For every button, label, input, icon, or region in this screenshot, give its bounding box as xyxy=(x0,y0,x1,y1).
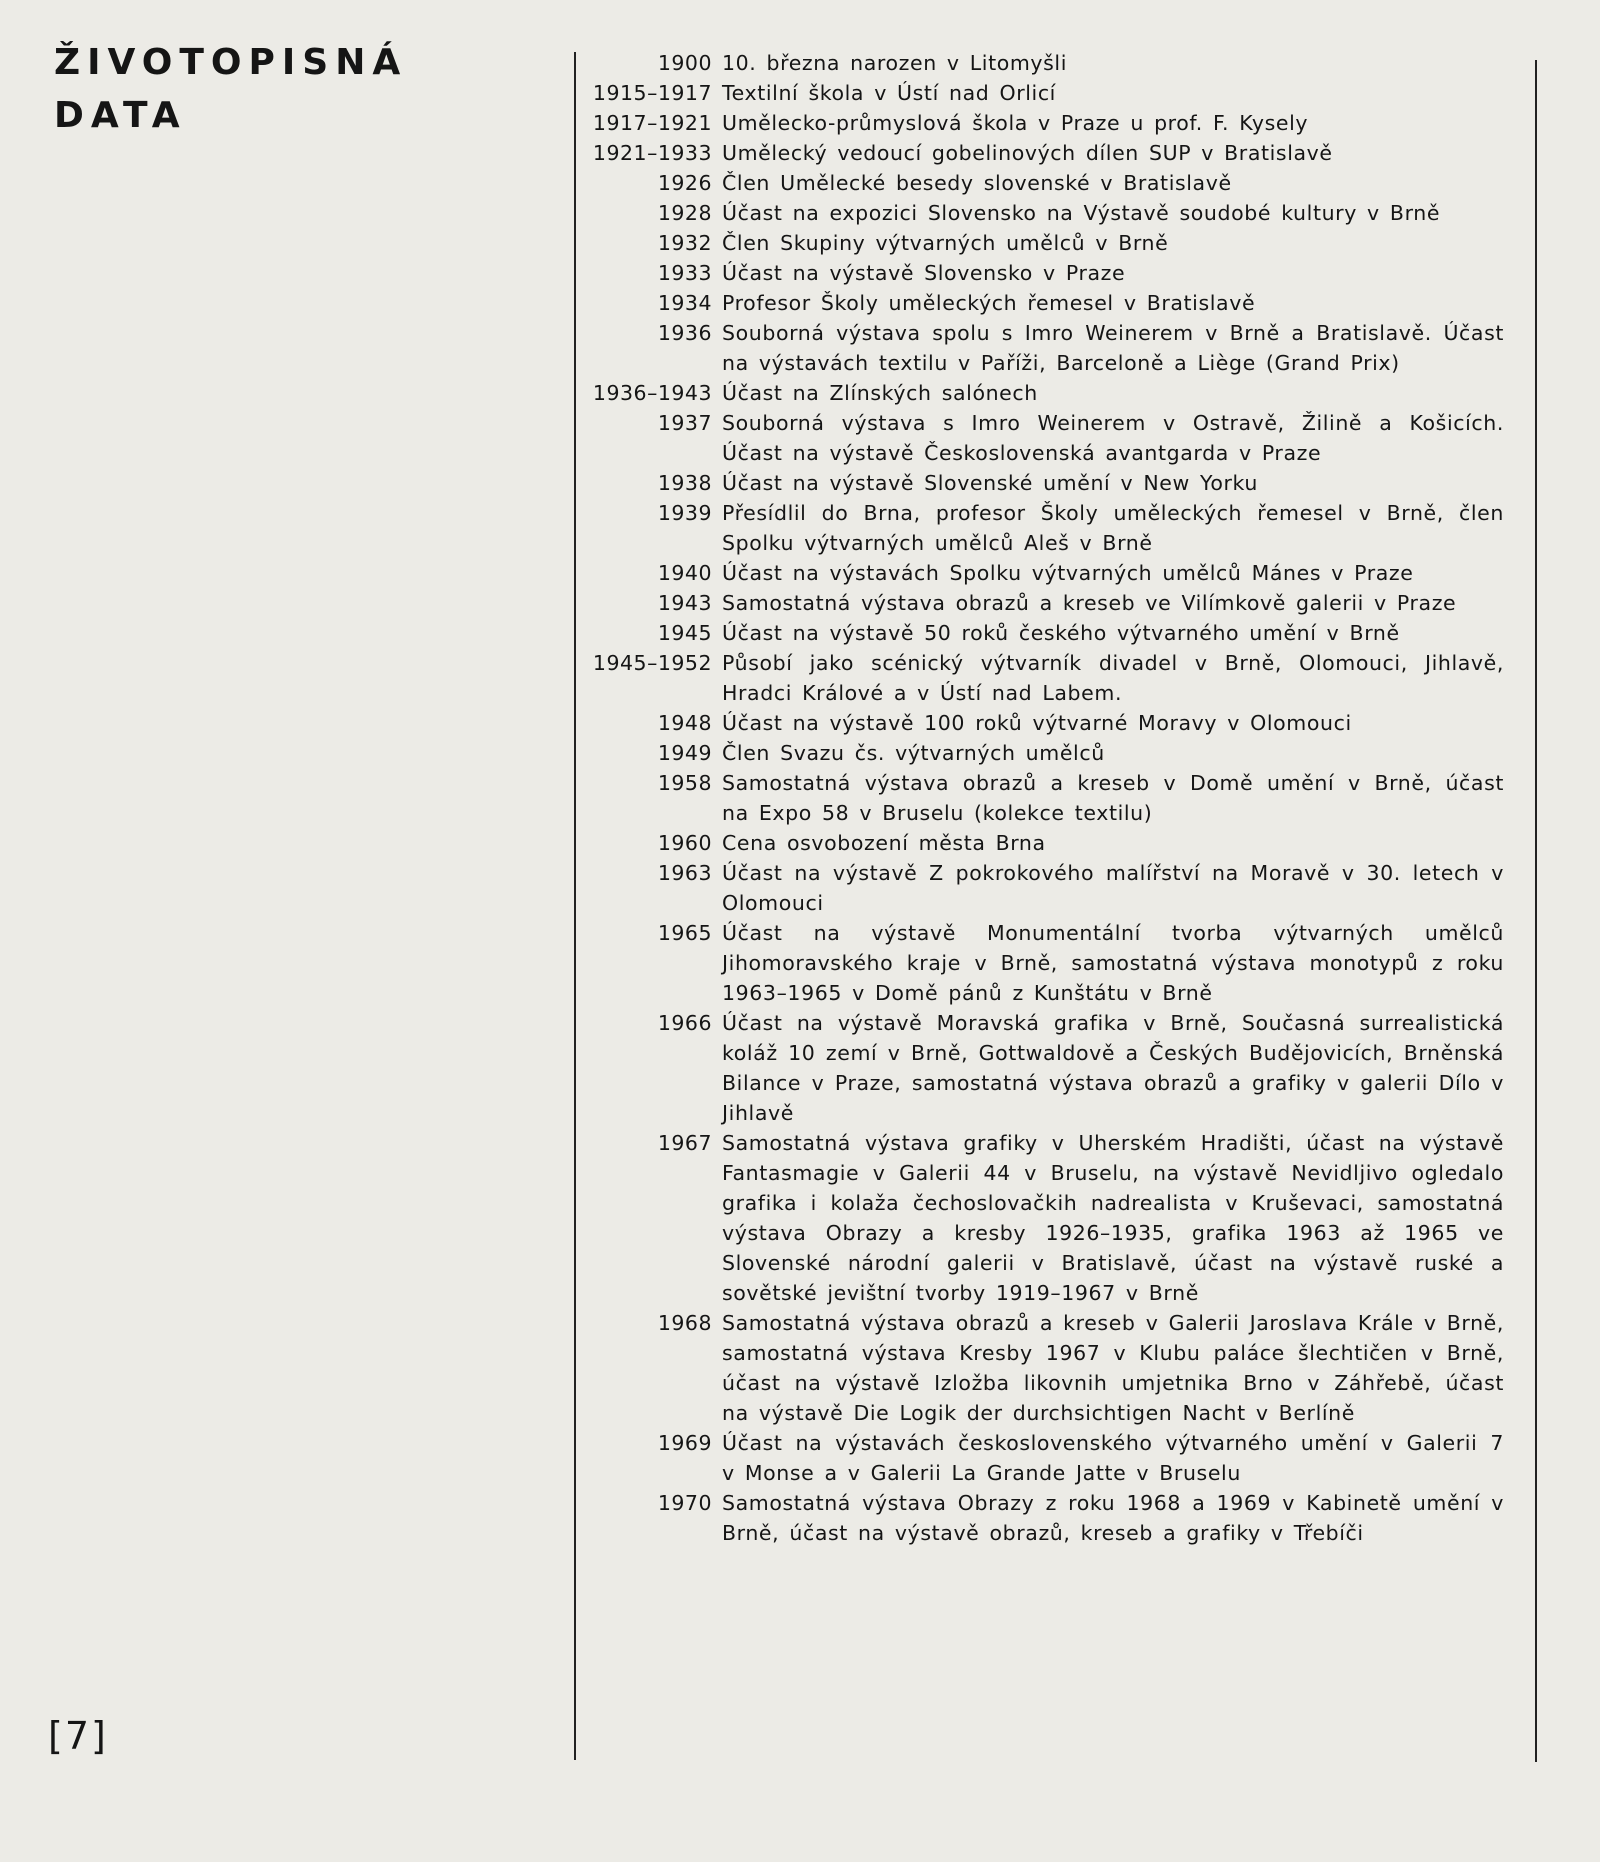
entry-year: 1928 xyxy=(657,201,712,225)
entry-year: 1965 xyxy=(657,921,712,945)
entry-year: 1948 xyxy=(657,711,712,735)
entry-year: 1900 xyxy=(657,51,712,75)
entry-text: Samostatná výstava obrazů a kreseb v Galerii Jaroslava Krále v Brně, samostatná výstava Kresby 1967 v Klubu paláce šlechtičen v Brně, účast na výstavě Izložba likovnih umjetnika Brno v Záhřebě, účast na výstavě Die Logik der durchsichtigen Nacht v Berlíně xyxy=(722,1311,1504,1425)
entry-year: 1969 xyxy=(657,1431,712,1455)
entry-text: Účast na výstavách Spolku výtvarných umělců Mánes v Praze xyxy=(722,561,1414,585)
timeline-entry xyxy=(588,648,1504,708)
timeline-entry xyxy=(588,618,1504,648)
entry-year: 1934 xyxy=(657,291,712,315)
entry-text: Účast na výstavě Z pokrokového malířství na Moravě v 30. letech v Olomouci xyxy=(722,861,1504,915)
left-rule xyxy=(574,52,576,1760)
timeline-entry xyxy=(588,378,1504,408)
timeline-entry xyxy=(588,108,1504,138)
timeline-entry xyxy=(588,1008,1504,1128)
entry-text: Účast na výstavě 100 roků výtvarné Moravy v Olomouci xyxy=(722,711,1352,735)
entry-text: Účast na výstavách československého výtvarného umění v Galerii 7 v Monse a v Galerii La Grande Jatte v Bruselu xyxy=(722,1431,1504,1485)
entry-text: Účast na výstavě Moravská grafika v Brně, Současná surrealistická koláž 10 zemí v Brně, Gottwaldově a Českých Budějovicích, Brněnská Bilance v Praze, samostatná výstava obrazů a grafiky v galerii Dílo v Jihlavě xyxy=(722,1011,1504,1125)
timeline-entry xyxy=(588,258,1504,288)
timeline-entry xyxy=(588,138,1504,168)
timeline-entry xyxy=(588,168,1504,198)
timeline-entry xyxy=(588,1488,1504,1548)
entry-text: Samostatná výstava Obrazy z roku 1968 a 1969 v Kabinetě umění v Brně, účast na výstavě obrazů, kreseb a grafiky v Třebíči xyxy=(722,1491,1504,1545)
entry-year: 1937 xyxy=(657,411,712,435)
entry-year: 1970 xyxy=(657,1491,712,1515)
entry-text: Účast na Zlínských salónech xyxy=(722,381,1038,405)
timeline-entry xyxy=(588,1128,1504,1308)
entry-text: Umělecký vedoucí gobelinových dílen SUP v Bratislavě xyxy=(722,141,1333,165)
timeline-entry xyxy=(588,318,1504,378)
page-title-line-2: DATA xyxy=(54,95,187,136)
entry-year: 1936–1943 xyxy=(592,381,712,405)
timeline-entry xyxy=(588,468,1504,498)
entry-text: Přesídlil do Brna, profesor Školy uměleckých řemesel v Brně, člen Spolku výtvarných umělců Aleš v Brně xyxy=(722,501,1504,555)
entry-year: 1936 xyxy=(657,321,712,345)
entry-year: 1945–1952 xyxy=(592,651,712,675)
timeline-entry xyxy=(588,918,1504,1008)
entry-year: 1960 xyxy=(657,831,712,855)
entry-text: Profesor Školy uměleckých řemesel v Bratislavě xyxy=(722,291,1256,315)
entry-text: Umělecko-průmyslová škola v Praze u prof. F. Kysely xyxy=(722,111,1309,135)
page-number: [7] xyxy=(48,1714,108,1758)
entry-text: Souborná výstava s Imro Weinerem v Ostravě, Žilině a Košicích. Účast na výstavě Československá avantgarda v Praze xyxy=(722,411,1504,465)
entry-text: Účast na expozici Slovensko na Výstavě soudobé kultury v Brně xyxy=(722,201,1441,225)
timeline-entry xyxy=(588,408,1504,468)
entry-year: 1932 xyxy=(657,231,712,255)
timeline-entry xyxy=(588,48,1504,78)
entry-text: Samostatná výstava obrazů a kreseb ve Vilímkově galerii v Praze xyxy=(722,591,1457,615)
timeline-entry xyxy=(588,78,1504,108)
entry-year: 1933 xyxy=(657,261,712,285)
entry-text: 10. března narozen v Litomyšli xyxy=(722,51,1068,75)
entry-year: 1968 xyxy=(657,1311,712,1335)
entry-text: Účast na výstavě Slovensko v Praze xyxy=(722,261,1126,285)
right-rule xyxy=(1535,60,1537,1762)
entry-year: 1966 xyxy=(657,1011,712,1035)
entry-text: Samostatná výstava obrazů a kreseb v Domě umění v Brně, účast na Expo 58 v Bruselu (kolekce textilu) xyxy=(722,771,1504,825)
entry-text: Samostatná výstava grafiky v Uherském Hradišti, účast na výstavě Fantasmagie v Galerii 44 v Bruselu, na výstavě Nevidljivo ogledalo grafika i kolaža čechoslovačkih nadrealista v Kruševaci, samostatná výstava Obrazy a kresby 1926–1935, grafika 1963 až 1965 ve Slovenské národní galerii v Bratislavě, účast na výstavě ruské a sovětské jevištní tvorby 1919–1967 v Brně xyxy=(722,1131,1504,1305)
timeline-entry xyxy=(588,828,1504,858)
entry-year: 1938 xyxy=(657,471,712,495)
entry-text: Účast na výstavě 50 roků českého výtvarného umění v Brně xyxy=(722,621,1400,645)
entry-year: 1917–1921 xyxy=(592,111,712,135)
timeline-entry xyxy=(588,858,1504,918)
timeline-entry xyxy=(588,768,1504,828)
entry-text: Účast na výstavě Slovenské umění v New Yorku xyxy=(722,471,1258,495)
entry-year: 1967 xyxy=(657,1131,712,1155)
entry-year: 1940 xyxy=(657,561,712,585)
page-title xyxy=(54,36,407,142)
entry-year: 1949 xyxy=(657,741,712,765)
page-title-line-1: ŽIVOTOPISNÁ xyxy=(54,42,408,83)
entry-year: 1958 xyxy=(657,771,712,795)
timeline-entry xyxy=(588,198,1504,228)
timeline-entry xyxy=(588,1308,1504,1428)
entry-text: Cena osvobození města Brna xyxy=(722,831,1046,855)
timeline-entry xyxy=(588,1428,1504,1488)
timeline-entry xyxy=(588,738,1504,768)
entry-text: Člen Svazu čs. výtvarných umělců xyxy=(722,741,1105,765)
entry-text: Působí jako scénický výtvarník divadel v Brně, Olomouci, Jihlavě, Hradci Králové a v Ústí nad Labem. xyxy=(722,651,1504,705)
timeline-entry xyxy=(588,498,1504,558)
entry-text: Souborná výstava spolu s Imro Weinerem v Brně a Bratislavě. Účast na výstavách textilu v Paříži, Barceloně a Liège (Grand Prix) xyxy=(722,321,1504,375)
entry-year: 1915–1917 xyxy=(592,81,712,105)
entry-year: 1921–1933 xyxy=(592,141,712,165)
timeline-entry xyxy=(588,588,1504,618)
entry-year: 1943 xyxy=(657,591,712,615)
entry-text: Textilní škola v Ústí nad Orlicí xyxy=(722,81,1056,105)
timeline xyxy=(588,48,1504,1548)
timeline-entry xyxy=(588,288,1504,318)
timeline-entry xyxy=(588,708,1504,738)
entry-year: 1963 xyxy=(657,861,712,885)
timeline-entry xyxy=(588,228,1504,258)
entry-year: 1939 xyxy=(657,501,712,525)
entry-text: Člen Skupiny výtvarných umělců v Brně xyxy=(722,231,1169,255)
entry-text: Člen Umělecké besedy slovenské v Bratislavě xyxy=(722,171,1232,195)
timeline-entry xyxy=(588,558,1504,588)
entry-year: 1945 xyxy=(657,621,712,645)
entry-year: 1926 xyxy=(657,171,712,195)
entry-text: Účast na výstavě Monumentální tvorba výtvarných umělců Jihomoravského kraje v Brně, samostatná výstava monotypů z roku 1963–1965 v Domě pánů z Kunštátu v Brně xyxy=(722,921,1504,1005)
